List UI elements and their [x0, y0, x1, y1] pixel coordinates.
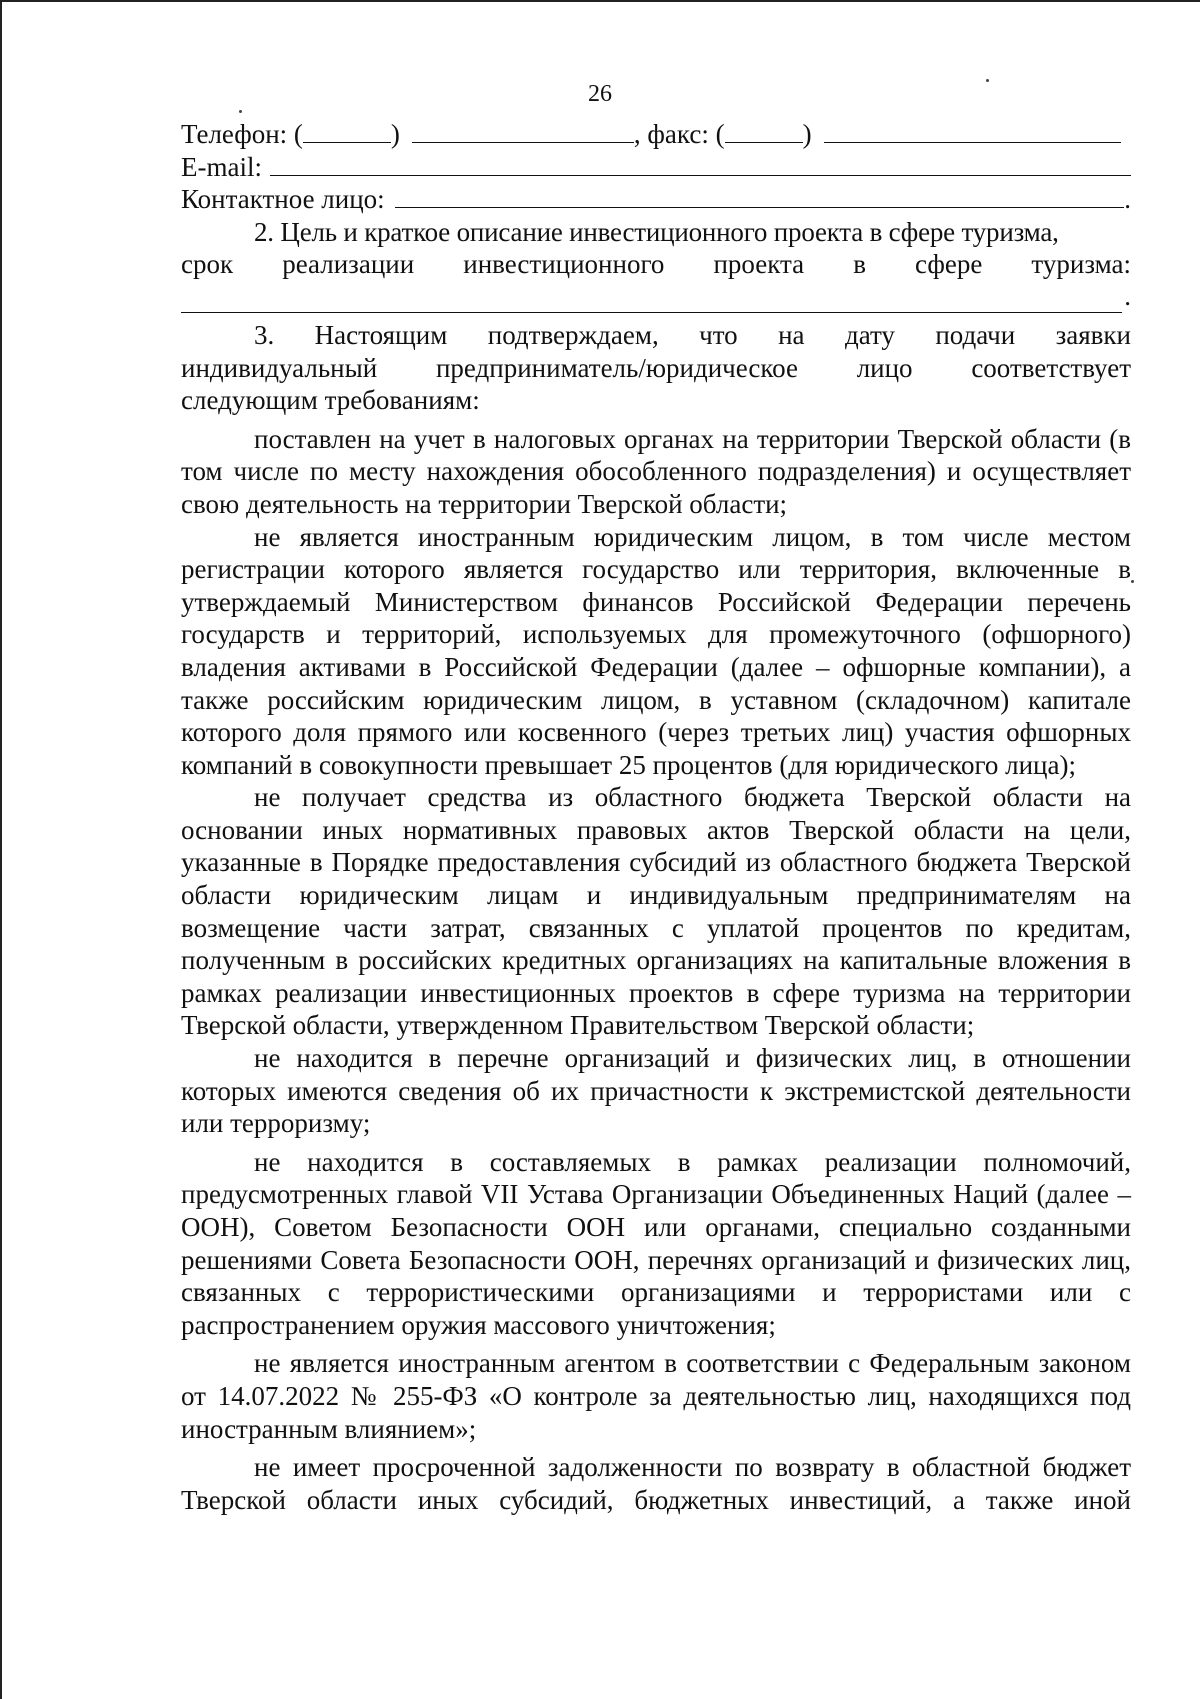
section-3-intro-line-1: 3. Настоящим подтверждаем, что на дату подачи заявки [254, 319, 1131, 350]
scan-speck [1131, 580, 1134, 583]
contact-person-blank [395, 183, 1125, 208]
fax-number-blank [824, 118, 1121, 143]
requirement-paragraph: не получает средства из областного бюджета Тверской области на основании иных нормативных правовых актов Тверской области на цели, указанные в Порядке предоставления субсидий из областного бюджета Тверской области юридическим лицам и индивидуальным предпринимателям на возмещение части затрат, связанных с уплатой процентов по кредитам, полученным в российских кредитных организациях на капитальные вложения в рамках реализации инвестиционных проектов в сфере туризма на территории Тверской области, утвержденном Правительством Тверской области; [181, 782, 1131, 1041]
page-number: 26 [588, 81, 612, 107]
phone-close: ) [390, 119, 400, 149]
fax-label: , факс: ( [633, 119, 725, 149]
section-3-intro-line-3: следующим требованиям: [181, 385, 480, 416]
email-line [181, 151, 1131, 184]
section-2-line-2: срок реализации инвестиционного проекта в сфере туризма: [181, 249, 1131, 280]
section-3-intro-line-2: индивидуальный предприниматель/юридическое лицо соответствует [181, 352, 1131, 383]
email-blank [270, 151, 1131, 176]
scan-edge-left [0, 0, 2, 1699]
section-2-answer-blank [181, 311, 1122, 313]
requirement-paragraph: не имеет просроченной задолженности по возврату в областной бюджет Тверской области иных субсидий, бюджетных инвестиций, а также иной [181, 1452, 1131, 1515]
requirement-paragraph: не является иностранным агентом в соответствии с Федеральным законом от 14.07.2022 № 255-ФЗ «О контроле за деятельностью лиц, находящихся под иностранным влиянием»; [181, 1348, 1131, 1444]
contact-person-end: . [1124, 184, 1131, 215]
requirement-paragraph: не находится в составляемых в рамках реализации полномочий, предусмотренных главой VII Устава Организации Объединенных Наций (далее – ООН), Советом Безопасности ООН или органами, специально созданными решениями Совета Безопасности ООН, перечнях организаций и физических лиц, связанных с террористическими организациями и террористами или с распространением оружия массового уничтожения; [181, 1146, 1131, 1340]
requirement-paragraph: поставлен на учет в налоговых органах на территории Тверской области (в том числе по месту нахождения обособленного подразделения) и осуществляет свою деятельность на территории Тверской области; [181, 423, 1131, 519]
scan-edge-top [0, 0, 1200, 2]
section-2-answer-line [181, 281, 1131, 313]
phone-fax-line [181, 118, 1131, 151]
contact-person-line [181, 183, 1131, 216]
requirement-paragraph: не является иностранным юридическим лицом, в том числе местом регистрации которого является государство или территория, включенные в утверждаемый Министерством финансов Российской Федерации перечень государств и территорий, используемых для промежуточного (офшорного) владения активами в Российской Федерации (далее – офшорные компании), а также российским юридическим лицом, в уставном (складочном) капитале которого доля прямого или косвенного (через третьих лиц) участия офшорных компаний в совокупности превышает 25 процентов (для юридического лица); [181, 521, 1131, 780]
fax-code-blank [725, 118, 803, 143]
section-2-line-1: 2. Цель и краткое описание инвестиционного проекта в сфере туризма, [254, 216, 1059, 247]
phone-label: Телефон: ( [181, 119, 303, 149]
document-body [181, 118, 1131, 1516]
phone-code-blank [303, 118, 391, 143]
email-label: E-mail: [181, 151, 262, 182]
section-2-end: . [1124, 281, 1131, 312]
phone-number-blank [412, 118, 634, 143]
scan-speck [239, 110, 242, 113]
fax-close: ) [802, 119, 812, 149]
contact-person-label: Контактное лицо: [181, 184, 385, 215]
requirement-paragraph: не находится в перечне организаций и физических лиц, в отношении которых имеются сведения об их причастности к экстремистской деятельности или терроризму; [181, 1043, 1131, 1139]
